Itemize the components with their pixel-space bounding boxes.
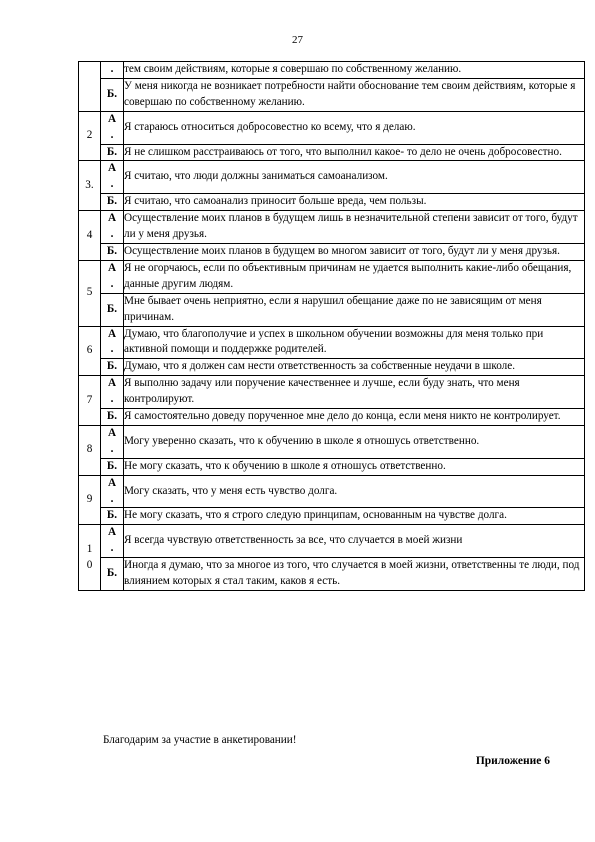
question-number: 4 [79, 211, 101, 261]
option-letter: Б. [101, 508, 124, 525]
option-text: Могу сказать, что у меня есть чувство долга. [124, 475, 585, 508]
question-number [79, 62, 101, 112]
option-text: Не могу сказать, что я строго следую принципам, основанным на чувстве долга. [124, 508, 585, 525]
option-letter-a: А [107, 261, 117, 274]
option-letter-a: А [107, 526, 117, 539]
question-number-part: 1 [86, 542, 93, 555]
option-letter-a: А [107, 476, 117, 489]
option-letter: Б. [101, 359, 124, 376]
option-letter: Б. [101, 194, 124, 211]
question-number: 6 [79, 326, 101, 376]
option-letter-a: А [107, 426, 117, 439]
option-letter-dot: . [110, 228, 114, 241]
table-row [79, 144, 585, 161]
table-row [79, 475, 585, 508]
option-letter: Б. [101, 409, 124, 426]
table-row [79, 260, 585, 293]
page-number: 27 [292, 34, 303, 46]
option-text: Я считаю, что люди должны заниматься самоанализом. [124, 161, 585, 194]
option-text: Я считаю, что самоанализ приносит больше вреда, чем пользы. [124, 194, 585, 211]
question-number-part: 0 [86, 558, 93, 571]
table-row [79, 409, 585, 426]
table-row [79, 111, 585, 144]
table-row [79, 211, 585, 244]
option-letter-dot: . [110, 128, 114, 141]
option-text: Я стараюсь относиться добросовестно ко всему, что я делаю. [124, 111, 585, 144]
question-number: 9 [79, 475, 101, 525]
option-letter-a: А [107, 162, 117, 175]
option-letter-a: А [107, 377, 117, 390]
option-letter-dot: . [110, 492, 114, 505]
table-row [79, 293, 585, 326]
option-text: У меня никогда не возникает потребности найти обоснование тем своим действиям, которые я совершаю по собственному желанию. [124, 78, 585, 111]
option-text: Не могу сказать, что к обучению в школе я отношусь ответственно. [124, 458, 585, 475]
table-row [79, 243, 585, 260]
table-row [79, 425, 585, 458]
survey-table [78, 61, 585, 591]
option-letter: . [101, 62, 124, 79]
option-letter: Б. [101, 243, 124, 260]
option-letter-dot: . [110, 277, 114, 290]
option-text: Думаю, что благополучие и успех в школьном обучении возможны для меня только при активной помощи и поддержке родителей. [124, 326, 585, 359]
option-text: Осуществление моих планов в будущем во многом зависит от того, будут ли у меня друзья. [124, 243, 585, 260]
option-letter-dot: . [110, 393, 114, 406]
option-text: Я самостоятельно доведу порученное мне дело до конца, если меня никто не контролирует. [124, 409, 585, 426]
table-row [79, 78, 585, 111]
table-row [79, 326, 585, 359]
option-text: Я не огорчаюсь, если по объективным причинам не удается выполнить какие-либо обещания, данные другим людям. [124, 260, 585, 293]
thanks-note: Благодарим за участие в анкетировании! [103, 734, 297, 746]
option-letter: Б. [101, 293, 124, 326]
table-row [79, 525, 585, 558]
question-number [79, 525, 101, 591]
option-letter-dot: . [110, 442, 114, 455]
option-letter: Б. [101, 558, 124, 591]
question-number: 3. [79, 161, 101, 211]
table-row [79, 161, 585, 194]
option-text: Могу уверенно сказать, что к обучению в школе я отношусь ответственно. [124, 425, 585, 458]
table-row [79, 62, 585, 79]
table-row [79, 458, 585, 475]
option-text: Я всегда чувствую ответственность за все, что случается в моей жизни [124, 525, 585, 558]
option-text: Я выполню задачу или поручение качественнее и лучше, если буду знать, что меня контролируют. [124, 376, 585, 409]
question-number: 7 [79, 376, 101, 426]
option-letter-a: А [107, 327, 117, 340]
question-number: 5 [79, 260, 101, 326]
option-text: Осуществление моих планов в будущем лишь в незначительной степени зависит от того, будут ли у меня друзья. [124, 211, 585, 244]
option-letter-dot: . [110, 542, 114, 555]
option-text: тем своим действиям, которые я совершаю по собственному желанию. [124, 62, 585, 79]
option-letter [101, 475, 124, 508]
table-row [79, 359, 585, 376]
option-letter-dot: . [110, 178, 114, 191]
table-row [79, 376, 585, 409]
option-letter: Б. [101, 78, 124, 111]
option-letter: Б. [101, 458, 124, 475]
option-letter [101, 161, 124, 194]
appendix-heading: Приложение 6 [475, 755, 550, 767]
option-letter-a: А [107, 112, 117, 125]
question-number: 2 [79, 111, 101, 161]
option-letter [101, 211, 124, 244]
option-letter [101, 260, 124, 293]
question-number: 8 [79, 425, 101, 475]
option-letter [101, 425, 124, 458]
option-text: Мне бывает очень неприятно, если я нарушил обещание даже по не зависящим от меня причинам. [124, 293, 585, 326]
option-text: Думаю, что я должен сам нести ответственность за собственные неудачи в школе. [124, 359, 585, 376]
option-letter: Б. [101, 144, 124, 161]
option-letter [101, 525, 124, 558]
option-text: Иногда я думаю, что за многое из того, что случается в моей жизни, ответственны те люди, под влиянием которых я стал таким, каков я есть. [124, 558, 585, 591]
option-letter [101, 326, 124, 359]
option-text: Я не слишком расстраиваюсь от того, что выполнил какое- то дело не очень добросовестно. [124, 144, 585, 161]
table-row [79, 194, 585, 211]
option-letter-a: А [107, 212, 117, 225]
option-letter [101, 111, 124, 144]
table-row [79, 558, 585, 591]
option-letter [101, 376, 124, 409]
option-letter-dot: . [110, 343, 114, 356]
table-row [79, 508, 585, 525]
